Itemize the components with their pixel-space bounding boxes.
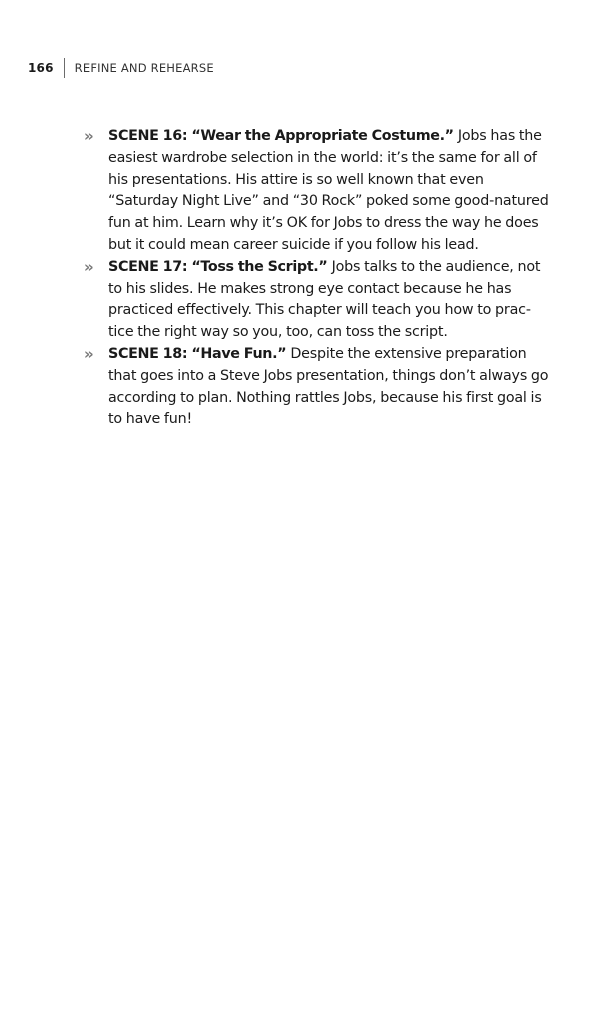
scene-item-16 (84, 126, 554, 257)
scene-title: SCENE 16: “Wear the Appropriate Costume.” (108, 128, 458, 144)
scene-list (84, 126, 554, 431)
section-title: REFINE AND REHEARSE (74, 61, 214, 75)
running-header (28, 58, 214, 78)
scene-item-18 (84, 344, 554, 431)
scene-title: SCENE 17: “Toss the Script.” (108, 258, 332, 275)
scene-text: Jobs has the easiest wardrobe selection in the world: it’s the same for all of his presentations. His attire is so well known that even “Saturday Night Live” and “30 Rock” poked some good-natured fun at him. Learn why it’s OK for Jobs to dress the way he does but it could mean career suicide if you follow his lead. (108, 128, 549, 253)
header-divider (64, 58, 65, 78)
double-chevron-icon: » (84, 127, 92, 145)
scene-title: SCENE 18: “Have Fun.” (108, 345, 291, 362)
double-chevron-icon: » (84, 257, 92, 276)
page-number: 166 (28, 61, 54, 75)
double-chevron-icon: » (84, 344, 92, 363)
scene-text: Jobs talks to the audience, not to his slides. He makes strong eye contact because he has practiced effectively. This chapter will teach you how to prac-tice the right way so you, too, can toss the script. (108, 258, 541, 341)
scene-item-17 (84, 257, 554, 344)
scene-text: Despite the extensive preparation that goes into a Steve Jobs presentation, things don’t always go according to plan. Nothing rattles Jobs, because his first goal is to have fun! (108, 345, 549, 428)
